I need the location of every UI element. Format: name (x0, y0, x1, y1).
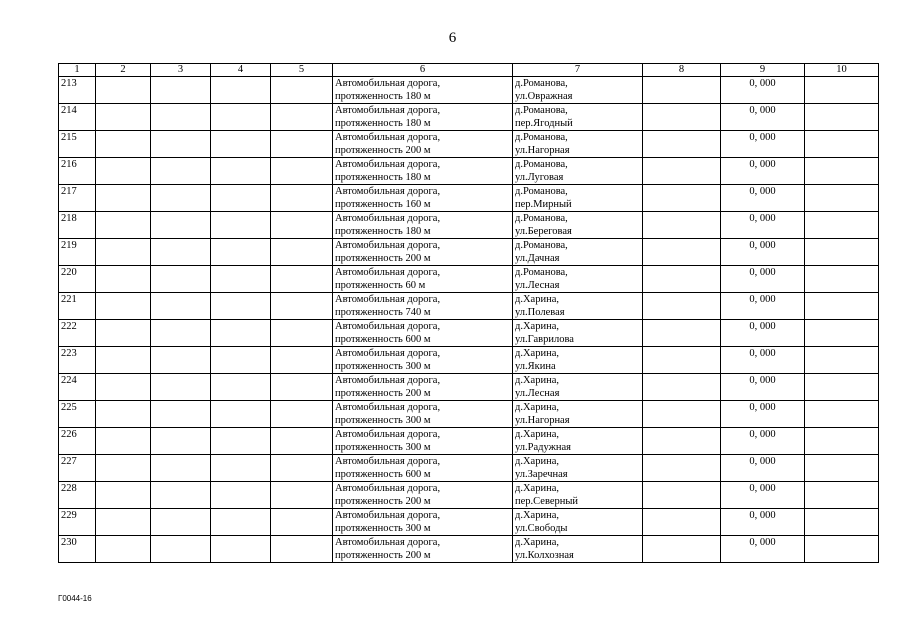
empty-cell (643, 239, 721, 266)
row-number-cell: 213 (59, 77, 96, 104)
value-cell: 0, 000 (721, 536, 805, 563)
table-row (59, 374, 879, 401)
address-village-line: д.Романова, (515, 105, 568, 116)
table-row (59, 104, 879, 131)
empty-cell (271, 482, 333, 509)
object-name-cell (333, 455, 513, 482)
object-name-line: Автомобильная дорога, (335, 132, 441, 143)
row-number-cell: 216 (59, 158, 96, 185)
object-name-cell (333, 536, 513, 563)
row-number-cell: 230 (59, 536, 96, 563)
empty-cell (643, 212, 721, 239)
address-street-line: ул.Лесная (515, 280, 560, 291)
empty-cell (805, 401, 879, 428)
object-length-line: протяженность 200 м (335, 388, 431, 399)
empty-cell (96, 239, 151, 266)
empty-cell (151, 428, 211, 455)
table-row (59, 320, 879, 347)
object-name-cell (333, 266, 513, 293)
object-name-line: Автомобильная дорога, (335, 429, 441, 440)
object-length-line: протяженность 200 м (335, 145, 431, 156)
empty-cell (643, 482, 721, 509)
object-length-line: протяженность 180 м (335, 118, 431, 129)
address-cell (513, 131, 643, 158)
value-cell: 0, 000 (721, 185, 805, 212)
value-cell: 0, 000 (721, 104, 805, 131)
object-name-line: Автомобильная дорога, (335, 159, 441, 170)
object-name-line: Автомобильная дорога, (335, 186, 441, 197)
empty-cell (805, 347, 879, 374)
empty-cell (151, 374, 211, 401)
value-cell: 0, 000 (721, 482, 805, 509)
address-village-line: д.Романова, (515, 132, 568, 143)
address-cell (513, 158, 643, 185)
address-village-line: д.Романова, (515, 78, 568, 89)
object-length-line: протяженность 180 м (335, 91, 431, 102)
empty-cell (805, 239, 879, 266)
object-name-cell (333, 347, 513, 374)
value-cell: 0, 000 (721, 347, 805, 374)
empty-cell (643, 455, 721, 482)
row-number-cell: 214 (59, 104, 96, 131)
value-cell: 0, 000 (721, 320, 805, 347)
empty-cell (96, 266, 151, 293)
empty-cell (271, 293, 333, 320)
address-village-line: д.Харина, (515, 375, 559, 386)
empty-cell (643, 347, 721, 374)
address-street-line: ул.Радужная (515, 442, 571, 453)
object-name-cell (333, 320, 513, 347)
empty-cell (643, 158, 721, 185)
table-row (59, 455, 879, 482)
object-length-line: протяженность 180 м (335, 172, 431, 183)
empty-cell (271, 239, 333, 266)
column-header: 10 (805, 64, 879, 77)
object-name-line: Автомобильная дорога, (335, 510, 441, 521)
row-number-cell: 226 (59, 428, 96, 455)
empty-cell (271, 509, 333, 536)
empty-cell (643, 428, 721, 455)
column-header: 3 (151, 64, 211, 77)
address-street-line: ул.Овражная (515, 91, 573, 102)
address-cell (513, 374, 643, 401)
empty-cell (271, 320, 333, 347)
empty-cell (96, 320, 151, 347)
address-street-line: ул.Заречная (515, 469, 568, 480)
empty-cell (151, 185, 211, 212)
empty-cell (151, 266, 211, 293)
property-registry-table (58, 63, 879, 563)
object-name-cell (333, 158, 513, 185)
object-name-line: Автомобильная дорога, (335, 321, 441, 332)
empty-cell (805, 455, 879, 482)
empty-cell (211, 320, 271, 347)
row-number-cell: 225 (59, 401, 96, 428)
table-row (59, 293, 879, 320)
empty-cell (96, 509, 151, 536)
empty-cell (211, 158, 271, 185)
address-cell (513, 293, 643, 320)
address-street-line: ул.Гаврилова (515, 334, 574, 345)
address-street-line: ул.Луговая (515, 172, 564, 183)
object-length-line: протяженность 200 м (335, 550, 431, 561)
address-village-line: д.Романова, (515, 213, 568, 224)
address-cell (513, 104, 643, 131)
empty-cell (96, 482, 151, 509)
object-name-line: Автомобильная дорога, (335, 240, 441, 251)
object-name-cell (333, 428, 513, 455)
object-length-line: протяженность 60 м (335, 280, 426, 291)
empty-cell (805, 374, 879, 401)
empty-cell (271, 455, 333, 482)
empty-cell (805, 104, 879, 131)
empty-cell (643, 185, 721, 212)
column-header: 2 (96, 64, 151, 77)
address-street-line: ул.Якина (515, 361, 556, 372)
empty-cell (211, 212, 271, 239)
empty-cell (805, 320, 879, 347)
address-cell (513, 428, 643, 455)
empty-cell (96, 455, 151, 482)
row-number-cell: 219 (59, 239, 96, 266)
empty-cell (271, 104, 333, 131)
row-number-cell: 221 (59, 293, 96, 320)
row-number-cell: 229 (59, 509, 96, 536)
row-number-cell: 227 (59, 455, 96, 482)
object-name-line: Автомобильная дорога, (335, 375, 441, 386)
object-name-cell (333, 104, 513, 131)
empty-cell (151, 104, 211, 131)
empty-cell (271, 158, 333, 185)
address-village-line: д.Романова, (515, 186, 568, 197)
empty-cell (643, 77, 721, 104)
row-number-cell: 224 (59, 374, 96, 401)
empty-cell (643, 104, 721, 131)
empty-cell (151, 320, 211, 347)
object-name-line: Автомобильная дорога, (335, 456, 441, 467)
table-row (59, 266, 879, 293)
table-row (59, 185, 879, 212)
object-name-cell (333, 401, 513, 428)
empty-cell (96, 104, 151, 131)
address-village-line: д.Романова, (515, 267, 568, 278)
empty-cell (805, 158, 879, 185)
address-cell (513, 509, 643, 536)
object-name-cell (333, 482, 513, 509)
address-street-line: пер.Ягодный (515, 118, 573, 129)
empty-cell (96, 293, 151, 320)
table-row (59, 77, 879, 104)
table-row (59, 401, 879, 428)
empty-cell (805, 131, 879, 158)
object-length-line: протяженность 300 м (335, 523, 431, 534)
empty-cell (805, 77, 879, 104)
address-village-line: д.Харина, (515, 483, 559, 494)
object-length-line: протяженность 300 м (335, 361, 431, 372)
address-village-line: д.Харина, (515, 348, 559, 359)
object-name-cell (333, 77, 513, 104)
value-cell: 0, 000 (721, 455, 805, 482)
address-village-line: д.Романова, (515, 240, 568, 251)
address-village-line: д.Харина, (515, 429, 559, 440)
address-village-line: д.Харина, (515, 537, 559, 548)
empty-cell (96, 347, 151, 374)
empty-cell (151, 131, 211, 158)
value-cell: 0, 000 (721, 239, 805, 266)
value-cell: 0, 000 (721, 266, 805, 293)
empty-cell (96, 77, 151, 104)
object-name-line: Автомобильная дорога, (335, 267, 441, 278)
empty-cell (805, 185, 879, 212)
row-number-cell: 215 (59, 131, 96, 158)
empty-cell (805, 428, 879, 455)
address-village-line: д.Харина, (515, 456, 559, 467)
table-row (59, 212, 879, 239)
object-name-line: Автомобильная дорога, (335, 78, 441, 89)
address-cell (513, 185, 643, 212)
column-header: 4 (211, 64, 271, 77)
empty-cell (96, 185, 151, 212)
address-cell (513, 482, 643, 509)
empty-cell (151, 482, 211, 509)
empty-cell (271, 536, 333, 563)
empty-cell (151, 455, 211, 482)
empty-cell (96, 401, 151, 428)
column-header: 9 (721, 64, 805, 77)
empty-cell (805, 536, 879, 563)
address-cell (513, 536, 643, 563)
table-row (59, 239, 879, 266)
address-street-line: ул.Полевая (515, 307, 565, 318)
address-street-line: ул.Свободы (515, 523, 568, 534)
object-name-cell (333, 509, 513, 536)
table-row (59, 347, 879, 374)
empty-cell (151, 212, 211, 239)
empty-cell (96, 131, 151, 158)
empty-cell (151, 293, 211, 320)
address-cell (513, 320, 643, 347)
address-cell (513, 77, 643, 104)
row-number-cell: 217 (59, 185, 96, 212)
empty-cell (271, 212, 333, 239)
empty-cell (151, 509, 211, 536)
address-cell (513, 239, 643, 266)
value-cell: 0, 000 (721, 77, 805, 104)
empty-cell (805, 509, 879, 536)
column-header: 7 (513, 64, 643, 77)
object-length-line: протяженность 300 м (335, 415, 431, 426)
address-street-line: ул.Лесная (515, 388, 560, 399)
empty-cell (96, 536, 151, 563)
empty-cell (271, 347, 333, 374)
address-street-line: ул.Колхозная (515, 550, 574, 561)
empty-cell (211, 293, 271, 320)
object-length-line: протяженность 600 м (335, 334, 431, 345)
empty-cell (271, 266, 333, 293)
value-cell: 0, 000 (721, 401, 805, 428)
value-cell: 0, 000 (721, 509, 805, 536)
empty-cell (151, 536, 211, 563)
empty-cell (151, 347, 211, 374)
object-length-line: протяженность 200 м (335, 496, 431, 507)
address-village-line: д.Харина, (515, 402, 559, 413)
object-length-line: протяженность 200 м (335, 253, 431, 264)
empty-cell (805, 293, 879, 320)
empty-cell (805, 266, 879, 293)
empty-cell (271, 77, 333, 104)
table-row (59, 131, 879, 158)
object-name-cell (333, 212, 513, 239)
column-header: 8 (643, 64, 721, 77)
row-number-cell: 222 (59, 320, 96, 347)
empty-cell (96, 212, 151, 239)
table-body (59, 77, 879, 563)
object-name-line: Автомобильная дорога, (335, 105, 441, 116)
row-number-cell: 218 (59, 212, 96, 239)
address-village-line: д.Харина, (515, 321, 559, 332)
object-name-cell (333, 239, 513, 266)
address-cell (513, 455, 643, 482)
empty-cell (96, 158, 151, 185)
page-number: 6 (448, 30, 457, 46)
empty-cell (211, 131, 271, 158)
empty-cell (643, 401, 721, 428)
address-cell (513, 347, 643, 374)
value-cell: 0, 000 (721, 212, 805, 239)
object-name-cell (333, 374, 513, 401)
object-name-cell (333, 293, 513, 320)
empty-cell (643, 509, 721, 536)
table-row (59, 428, 879, 455)
address-street-line: ул.Береговая (515, 226, 572, 237)
object-length-line: протяженность 740 м (335, 307, 431, 318)
column-header: 6 (333, 64, 513, 77)
value-cell: 0, 000 (721, 131, 805, 158)
empty-cell (211, 374, 271, 401)
empty-cell (271, 401, 333, 428)
address-street-line: пер.Мирный (515, 199, 572, 210)
empty-cell (211, 428, 271, 455)
empty-cell (211, 347, 271, 374)
address-cell (513, 212, 643, 239)
empty-cell (151, 401, 211, 428)
row-number-cell: 223 (59, 347, 96, 374)
empty-cell (96, 428, 151, 455)
address-village-line: д.Романова, (515, 159, 568, 170)
object-name-line: Автомобильная дорога, (335, 402, 441, 413)
object-name-line: Автомобильная дорога, (335, 537, 441, 548)
object-name-line: Автомобильная дорога, (335, 213, 441, 224)
object-length-line: протяженность 160 м (335, 199, 431, 210)
empty-cell (271, 131, 333, 158)
table-row (59, 509, 879, 536)
empty-cell (643, 374, 721, 401)
address-cell (513, 401, 643, 428)
empty-cell (96, 374, 151, 401)
empty-cell (805, 212, 879, 239)
object-name-line: Автомобильная дорога, (335, 483, 441, 494)
empty-cell (211, 482, 271, 509)
empty-cell (211, 536, 271, 563)
empty-cell (643, 320, 721, 347)
empty-cell (643, 266, 721, 293)
address-street-line: ул.Нагорная (515, 415, 570, 426)
column-number-header-row (59, 64, 879, 77)
empty-cell (211, 509, 271, 536)
object-length-line: протяженность 300 м (335, 442, 431, 453)
empty-cell (211, 77, 271, 104)
row-number-cell: 228 (59, 482, 96, 509)
table-row (59, 158, 879, 185)
empty-cell (151, 158, 211, 185)
address-village-line: д.Харина, (515, 294, 559, 305)
empty-cell (271, 185, 333, 212)
object-length-line: протяженность 600 м (335, 469, 431, 480)
empty-cell (211, 401, 271, 428)
object-name-cell (333, 185, 513, 212)
value-cell: 0, 000 (721, 374, 805, 401)
empty-cell (151, 77, 211, 104)
document-code: Г0044-16 (58, 594, 92, 603)
address-village-line: д.Харина, (515, 510, 559, 521)
address-street-line: ул.Дачная (515, 253, 560, 264)
empty-cell (643, 536, 721, 563)
object-name-cell (333, 131, 513, 158)
empty-cell (151, 239, 211, 266)
address-cell (513, 266, 643, 293)
object-name-line: Автомобильная дорога, (335, 294, 441, 305)
column-header: 1 (59, 64, 96, 77)
empty-cell (211, 455, 271, 482)
column-header: 5 (271, 64, 333, 77)
value-cell: 0, 000 (721, 428, 805, 455)
value-cell: 0, 000 (721, 158, 805, 185)
empty-cell (271, 374, 333, 401)
table-row (59, 482, 879, 509)
empty-cell (643, 293, 721, 320)
object-length-line: протяженность 180 м (335, 226, 431, 237)
address-street-line: ул.Нагорная (515, 145, 570, 156)
empty-cell (211, 104, 271, 131)
address-street-line: пер.Северный (515, 496, 579, 507)
empty-cell (271, 428, 333, 455)
object-name-line: Автомобильная дорога, (335, 348, 441, 359)
row-number-cell: 220 (59, 266, 96, 293)
empty-cell (211, 266, 271, 293)
empty-cell (211, 185, 271, 212)
empty-cell (643, 131, 721, 158)
empty-cell (211, 239, 271, 266)
table-row (59, 536, 879, 563)
empty-cell (805, 482, 879, 509)
value-cell: 0, 000 (721, 293, 805, 320)
